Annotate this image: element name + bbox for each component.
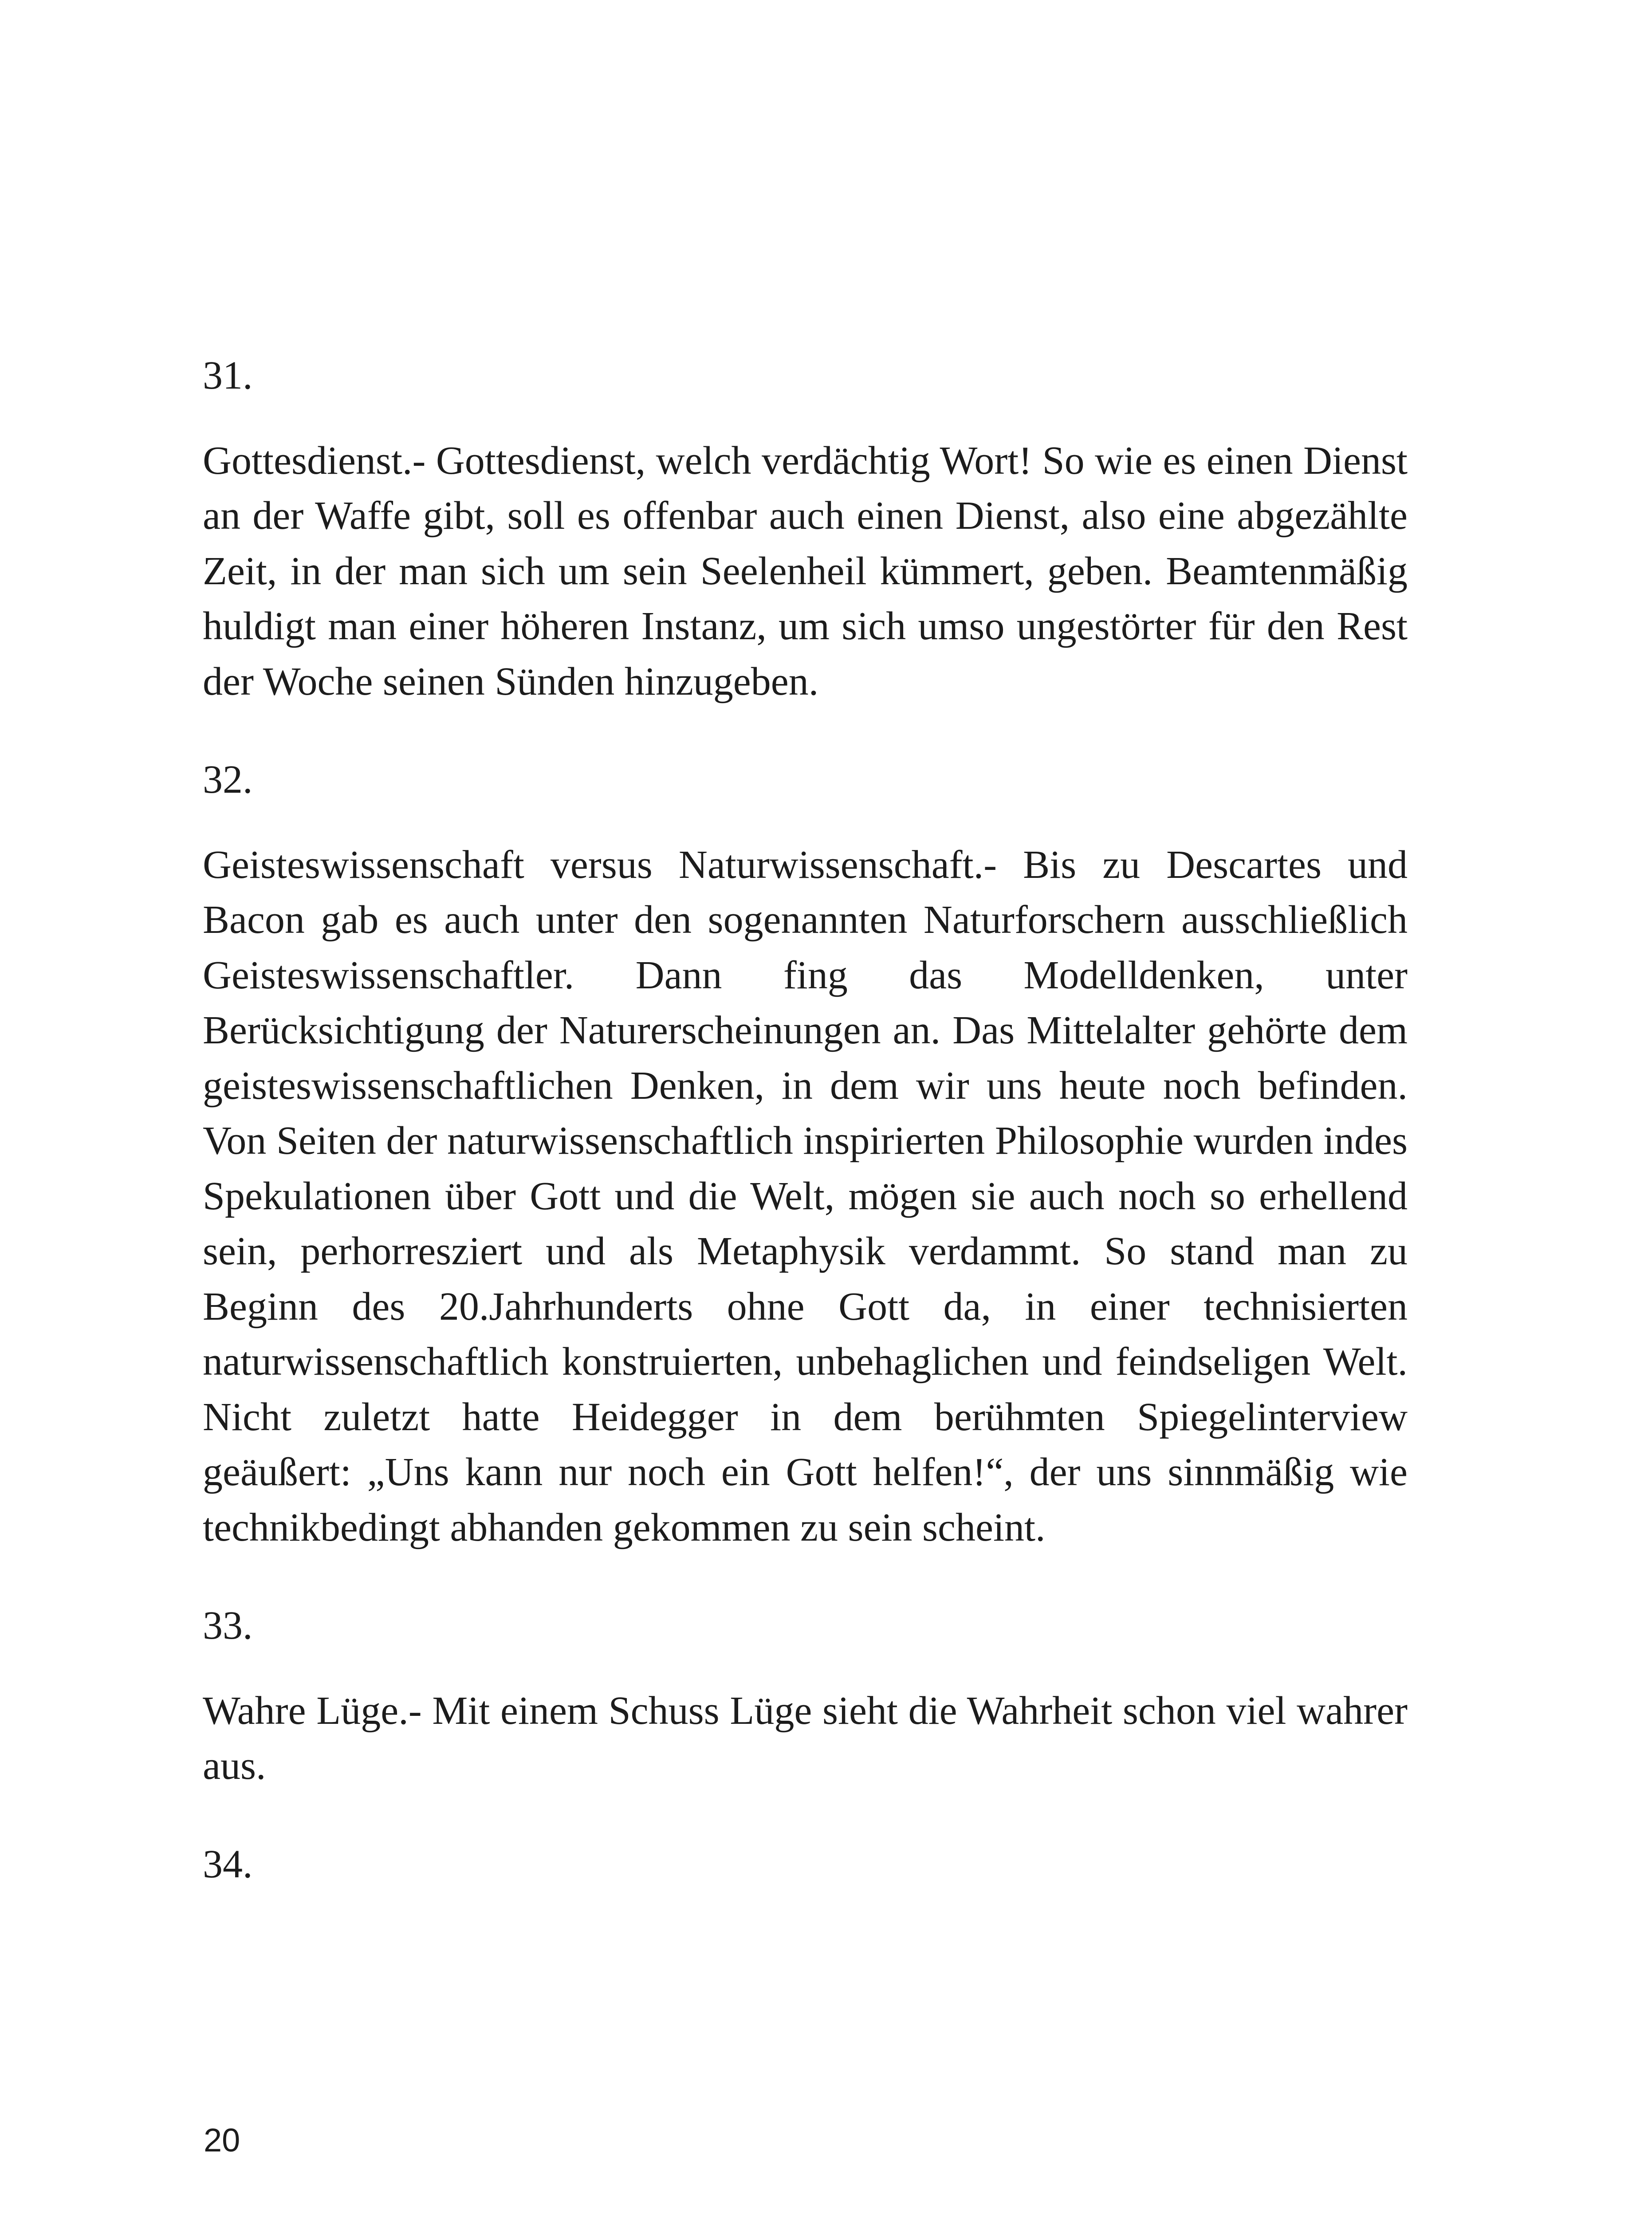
paragraph-wahre-luege: Wahre Lüge.- Mit einem Schuss Lüge sieht die Wahrheit schon viel wahrer aus. bbox=[203, 1688, 1408, 1788]
section-number: 32. bbox=[203, 758, 253, 802]
section-number: 34. bbox=[203, 1842, 253, 1886]
text-column bbox=[203, 348, 1408, 1922]
page-number: 20 bbox=[204, 2122, 240, 2159]
section-number: 31. bbox=[203, 354, 253, 397]
paragraph-gottesdienst: Gottesdienst.- Gottesdienst, welch verdächtig Wort! So wie es einen Dienst an der Waffe gibt, soll es offenbar auch einen Dienst, also eine abgezählte Zeit, in der man sich um sein Seelenheil kümmert, geben. Beamtenmäßig huldigt man einer höheren Instanz, um sich umso ungestörter für den Rest der Woche seinen Sünden hinzugeben. bbox=[203, 438, 1408, 704]
paragraph-geisteswissenschaft: Geisteswissenschaft versus Naturwissenschaft.- Bis zu Descartes und Bacon gab es auch unter den sogenannten Naturforschern ausschließlich Geisteswissenschaftler. Dann fing das Modelldenken, unter Berücksichtigung der Naturerscheinungen an. Das Mittelalter gehörte dem geisteswissenschaftlichen Denken, in dem wir uns heute noch befinden. Von Seiten der naturwissenschaftlich inspirierten Philosophie wurden indes Spekulationen über Gott und die Welt, mögen sie auch noch so erhellend sein, perhorresziert und als Metaphysik verdammt. So stand man zu Beginn des 20.Jahrhunderts ohne Gott da, in einer technisierten naturwissenschaftlich konstruierten, unbehaglichen und feindseligen Welt. Nicht zuletzt hatte Heidegger in dem berühmten Spiegelinterview geäußert: „Uns kann nur noch ein Gott helfen!“, der uns sinnmäßig wie technikbedingt abhanden gekommen zu sein scheint. bbox=[203, 842, 1408, 1549]
section-number: 33. bbox=[203, 1604, 253, 1648]
